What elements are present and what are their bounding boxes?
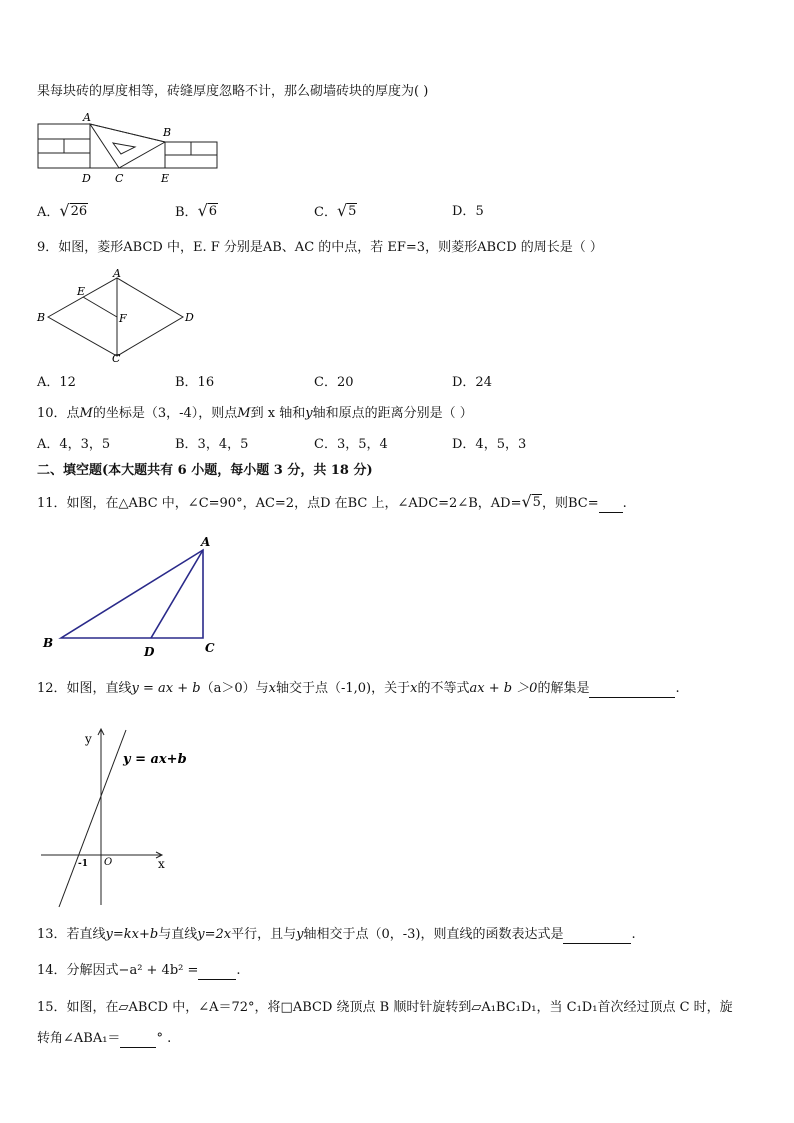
q10-option-b: B．3，4，5 <box>175 437 249 452</box>
q12-origin-label: O <box>104 857 113 868</box>
q14-answer-blank[interactable] <box>198 965 236 980</box>
q8-option-a: A． √ 26 <box>37 201 88 220</box>
q9-label-E: E <box>77 285 86 298</box>
q10-option-a: A．4，3，5 <box>37 437 111 452</box>
q12-stem: 12．如图，直线y = ax + b（a＞0）与x轴交于点（-1,0)，关于x的不等式ax + b ＞0的解集是 . <box>37 681 680 696</box>
q11-answer-blank[interactable] <box>599 498 623 513</box>
q8-option-b: B． √ 6 <box>175 201 218 220</box>
q15-answer-blank[interactable] <box>120 1033 156 1048</box>
q11-stem: 11．如图，在△ABC 中，∠C=90°，AC=2，点D 在BC 上，∠ADC=2∠B，AD= √ 5 ，则BC= . <box>37 492 627 511</box>
q9-label-B: B <box>37 311 46 324</box>
q9-stem: 9．如图，菱形ABCD 中，E. F 分别是AB、AC 的中点，若 EF=3，则菱形ABCD 的周长是（ ） <box>37 240 603 255</box>
q11-label-B: B <box>43 636 54 650</box>
q9-label-F: F <box>119 312 127 325</box>
q9-label-C: C <box>112 352 121 365</box>
q9-option-b: B．16 <box>175 375 215 390</box>
q8-label-D: D <box>82 172 91 185</box>
q8-figure <box>37 110 222 185</box>
q8-stem: 果每块砖的厚度相等，砖缝厚度忽略不计，那么砌墙砖块的厚度为( ) <box>37 84 429 99</box>
section-heading: 二、填空题(本大题共有 6 小题，每小题 3 分，共 18 分) <box>37 463 373 478</box>
q13-stem: 13．若直线y=kx+b与直线y=2x平行，且与y轴相交于点（0，-3)，则直线的函数表达式是 . <box>37 927 636 942</box>
q15-stem-line1: 15．如图，在▱ABCD 中，∠A＝72°，将□ABCD 绕顶点 B 顺时针旋转到▱A₁BC₁D₁，当 C₁D₁首次经过顶点 C 时，旋 <box>37 1000 733 1015</box>
q12-neg-one-label: -1 <box>78 859 88 869</box>
q11-label-D: D <box>144 645 155 659</box>
q11-label-C: C <box>205 641 215 655</box>
q12-y-axis-label: y <box>85 732 92 746</box>
q10-stem: 10．点M的坐标是（3，-4），则点M到 x 轴和y轴和原点的距离分别是（ ） <box>37 406 473 421</box>
q10-option-d: D．4，5，3 <box>452 437 527 452</box>
q9-label-A: A <box>113 267 121 280</box>
q8-label-B: B <box>163 126 172 139</box>
q12-line-label: y = ax+b <box>123 752 187 767</box>
q8-label-C: C <box>115 172 124 185</box>
q12-x-axis-label: x <box>158 857 165 871</box>
q14-stem: 14．分解因式−a² + 4b² = . <box>37 963 241 978</box>
q9-label-D: D <box>185 311 194 324</box>
q12-figure <box>37 725 202 910</box>
q9-option-c: C．20 <box>314 375 354 390</box>
q11-label-A: A <box>201 535 211 549</box>
q15-stem-line2: 转角∠ABA₁＝ ° . <box>37 1031 172 1046</box>
q9-option-d: D．24 <box>452 375 492 390</box>
q11-figure <box>37 533 222 658</box>
q9-figure <box>37 268 202 363</box>
q8-option-d: D．5 <box>452 204 484 219</box>
q9-option-a: A．12 <box>37 375 76 390</box>
q10-option-c: C．3，5，4 <box>314 437 388 452</box>
q8-label-E: E <box>161 172 170 185</box>
q8-option-c: C． √ 5 <box>314 201 357 220</box>
q13-answer-blank[interactable] <box>563 929 631 944</box>
q12-answer-blank[interactable] <box>589 683 675 698</box>
q8-label-A: A <box>83 111 91 124</box>
